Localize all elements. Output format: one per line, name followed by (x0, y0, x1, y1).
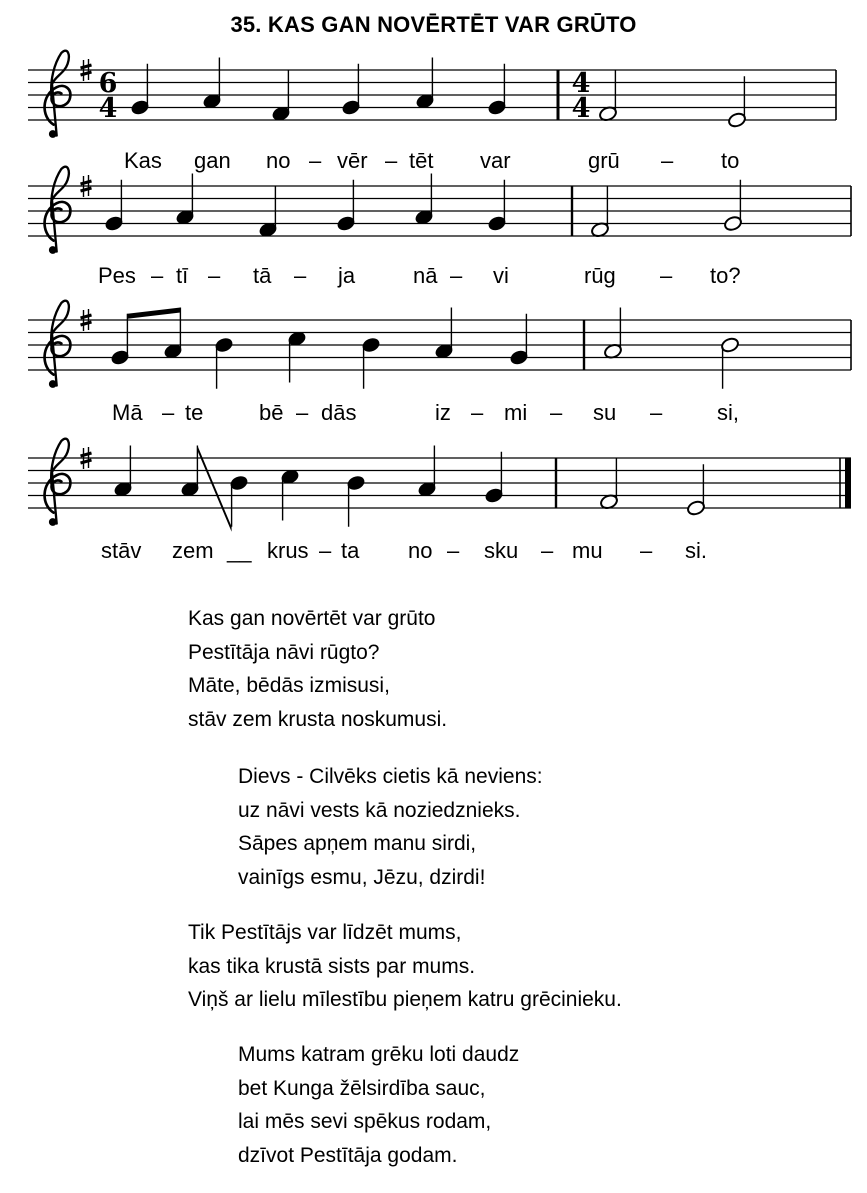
verse-3 (188, 916, 622, 1017)
verse-line: Kas gan novērtēt var grūto (188, 607, 436, 630)
final-barline (845, 458, 851, 508)
treble-clef-icon (45, 167, 71, 254)
lyric-syllable: tēt (409, 148, 434, 173)
lyric-hyphen: – (208, 263, 221, 288)
lyric-hyphen: – (385, 148, 398, 173)
lyric-syllable: krus (267, 538, 309, 563)
lyric-syllable: dās (321, 400, 357, 425)
lyric-syllable: no (408, 538, 433, 563)
lyric-hyphen: – (162, 400, 175, 425)
lyric-syllable: mu (572, 538, 603, 563)
lyric-syllable: te (185, 400, 204, 425)
lyric-hyphen: – (294, 263, 307, 288)
lyric-hyphen: – (447, 538, 460, 563)
lyric-syllable: Mā (112, 400, 143, 425)
verse-line: Dievs - Cilvēks cietis kā neviens: (238, 765, 543, 788)
lyric-syllable: vēr (337, 148, 368, 173)
lyric-syllable: to? (710, 263, 741, 288)
lyric-syllable: iz (435, 400, 451, 425)
song-title: 35. KAS GAN NOVĒRTĒT VAR GRŪTO (230, 12, 637, 37)
verse-line: kas tika krustā sists par mums. (188, 954, 476, 978)
lyric-syllable: si, (717, 400, 739, 425)
lyric-syllable: Kas (124, 148, 162, 173)
lyric-syllable: ja (338, 263, 356, 288)
sheet-music (0, 0, 867, 580)
verse-2 (238, 760, 543, 894)
lyric-syllable: sku (484, 538, 519, 563)
time-signature-bottom: 4 (571, 93, 591, 124)
lyric-syllable: zem (172, 538, 214, 563)
lyric-hyphen: – (550, 400, 563, 425)
verse-line: stāv zem krusta noskumusi. (188, 707, 448, 731)
verse-line: uz nāvi vests kā noziedznieks. (238, 798, 521, 822)
lyric-syllable: var (480, 148, 511, 173)
verse-line: Tik Pestītājs var līdzēt mums, (188, 921, 462, 944)
time-signature-top: 4 (571, 68, 591, 99)
treble-clef-icon (45, 439, 71, 526)
verse-line: Mums katram grēku loti daudz (238, 1043, 520, 1066)
verse-line: vainīgs esmu, Jēzu, dzirdi! (238, 865, 486, 889)
lyric-syllable: to (721, 148, 740, 173)
time-signature-top: 6 (98, 68, 118, 99)
lyric-syllable: nā (413, 263, 438, 288)
lyric-extender: __ (227, 538, 252, 563)
lyric-syllable: stāv (101, 538, 142, 563)
verse-line: bet Kunga žēlsirdība sauc, (238, 1076, 486, 1100)
lyric-syllable: tī (176, 263, 189, 288)
lyric-hyphen: – (319, 538, 332, 563)
lyric-syllable: vi (493, 263, 509, 288)
verse-line: dzīvot Pestītāja godam. (238, 1143, 458, 1167)
treble-clef-icon (45, 301, 71, 388)
treble-clef-icon (45, 51, 71, 138)
lyric-syllable: gan (194, 148, 231, 173)
lyric-syllable: si. (685, 538, 707, 563)
lyric-hyphen: – (640, 538, 653, 563)
time-signature-bottom: 4 (98, 93, 118, 124)
verse-4 (238, 1038, 519, 1172)
lyric-syllable: no (266, 148, 291, 173)
lyric-hyphen: – (650, 400, 663, 425)
lyric-syllable: bē (259, 400, 284, 425)
lyric-syllable: Pes (98, 263, 136, 288)
lyric-syllable: rūg (584, 263, 616, 288)
lyric-hyphen: – (309, 148, 322, 173)
note-beam (127, 308, 180, 319)
verse-line: Māte, bēdās izmisusi, (188, 674, 390, 697)
verse-line: Pestītāja nāvi rūgto? (188, 640, 380, 664)
lyric-hyphen: – (151, 263, 164, 288)
lyric-hyphen: – (471, 400, 484, 425)
lyric-syllable: ta (341, 538, 360, 563)
lyric-syllable: grū (588, 148, 620, 173)
verse-line: Viņš ar lielu mīlestību pieņem katru grēcinieku. (188, 988, 622, 1011)
lyric-hyphen: – (660, 263, 673, 288)
lyric-syllable: tā (253, 263, 272, 288)
verse-1 (188, 602, 447, 736)
verse-line: Sāpes apņem manu sirdi, (238, 832, 477, 855)
lyric-hyphen: – (661, 148, 674, 173)
lyric-syllable: su (593, 400, 617, 425)
lyric-hyphen: – (450, 263, 463, 288)
verse-line: lai mēs sevi spēkus rodam, (238, 1110, 492, 1133)
lyric-hyphen: – (296, 400, 309, 425)
lyric-hyphen: – (541, 538, 554, 563)
lyric-syllable: mi (504, 400, 528, 425)
